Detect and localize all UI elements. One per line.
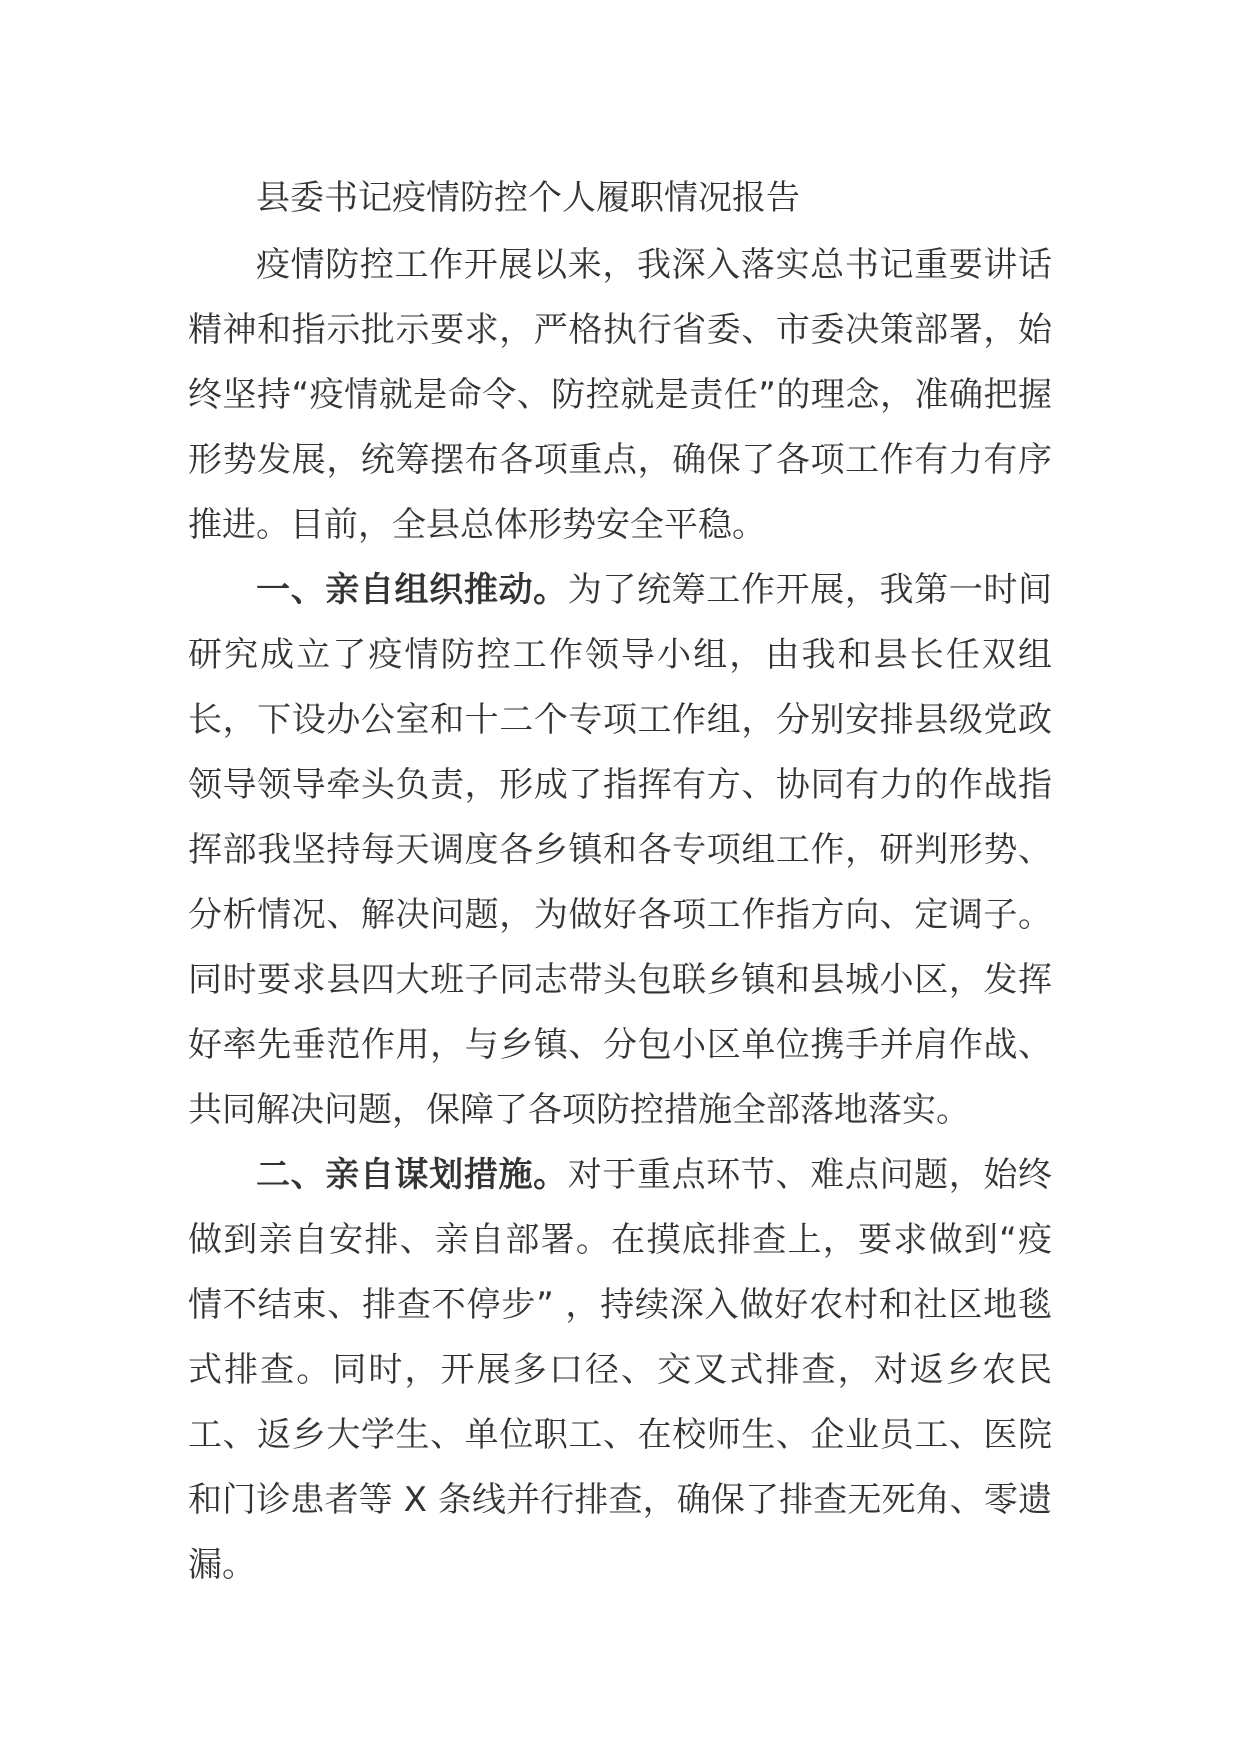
document-title: 县委书记疫情防控个人履职情况报告 [256, 178, 800, 218]
document-body [188, 166, 1052, 1598]
section-2-heading: 二、亲自谋划措施。 [256, 1155, 568, 1195]
section-1-heading: 一、亲自组织推动。 [256, 570, 568, 610]
section-1-text: 为了统筹工作开展，我第一时间研究成立了疫情防控工作领导小组，由我和县长任双组长，下设办公室和十二个专项工作组，分别安排县级党政领导领导牵头负责，形成了指挥有方、协同有力的作战指挥部我坚持每天调度各乡镇和各专项组工作，研判形势、分析情况、解决问题，为做好各项工作指方向、定调子。同时要求县四大班子同志带头包联乡镇和县城小区，发挥好率先垂范作用，与乡镇、分包小区单位携手并肩作战、共同解决问题，保障了各项防控措施全部落地落实。 [188, 570, 1053, 1130]
intro-paragraph: 疫情防控工作开展以来，我深入落实总书记重要讲话精神和指示批示要求，严格执行省委、市委决策部署，始终坚持“疫情就是命令、防控就是责任”的理念，准确把握形势发展，统筹摆布各项重点，确保了各项工作有力有序推进。目前，全县总体形势安全平稳。 [188, 245, 1052, 545]
section-1-paragraph [188, 558, 1052, 1143]
section-2-text: 对于重点环节、难点问题，始终做到亲自安排、亲自部署。在摸底排查上，要求做到“疫情不结束、排查不停步” ，持续深入做好农村和社区地毯式排查。同时，开展多口径、交叉式排查，对返乡农民工、返乡大学生、单位职工、在校师生、企业员工、医院和门诊患者等 X 条线并行排查，确保了排查无死角、零遗漏。 [188, 1155, 1053, 1585]
section-2-paragraph [188, 1143, 1052, 1598]
